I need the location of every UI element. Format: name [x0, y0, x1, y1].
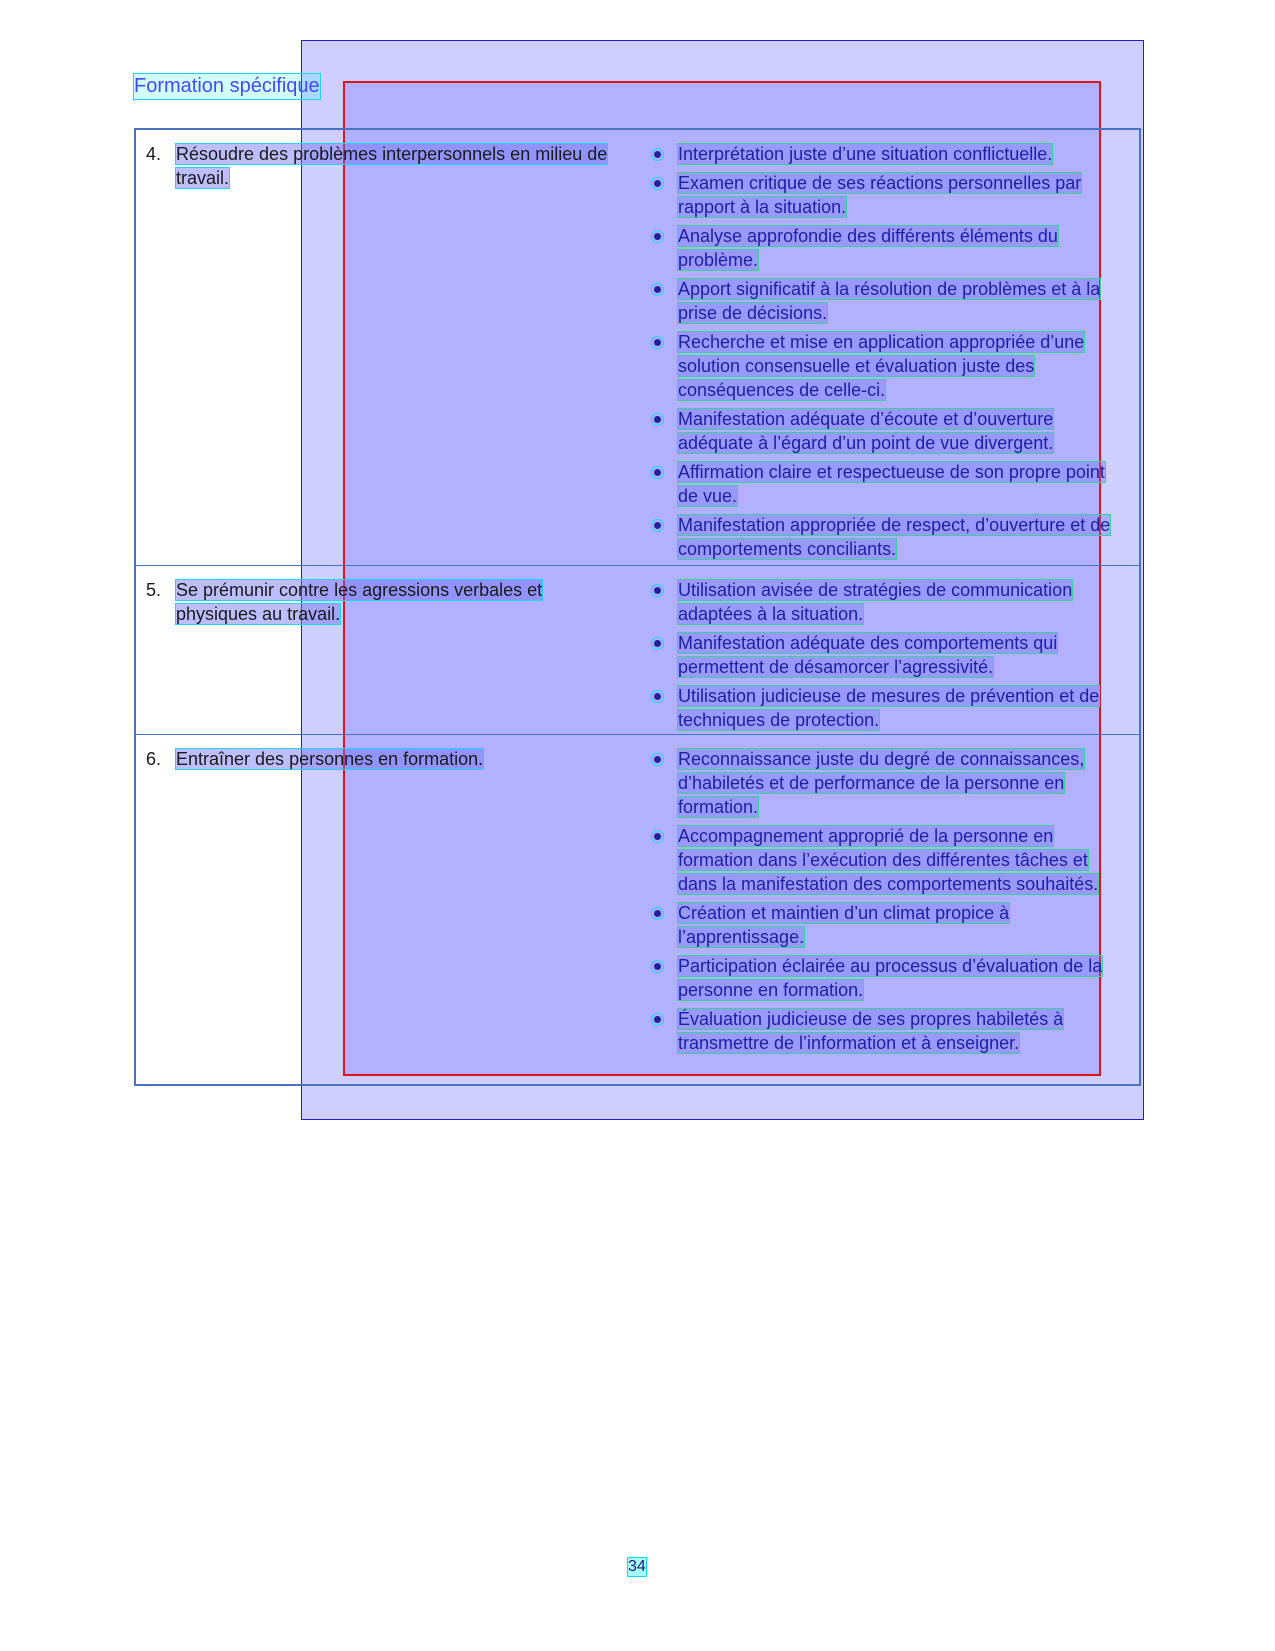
task-number: 5.: [146, 580, 162, 600]
list-item: [648, 460, 1128, 508]
bullet-icon: [654, 233, 661, 240]
bullet-icon: [654, 587, 661, 594]
criterion-text: Manifestation adéquate d’écoute et d’ouverture adéquate à l’égard d’un point de vue divergent.: [678, 409, 1054, 453]
task-text: [176, 747, 616, 771]
section-title: Formation spécifique: [134, 75, 320, 97]
list-item: [648, 684, 1128, 732]
list-item: [648, 330, 1128, 402]
bullet-icon: [654, 1016, 661, 1023]
task-text: [176, 142, 616, 190]
list-item: [648, 954, 1128, 1002]
list-item: [648, 747, 1128, 819]
task-label: Entraîner des personnes en formation.: [176, 749, 484, 769]
criterion-text: Manifestation appropriée de respect, d’ouverture et de comportements conciliants.: [678, 515, 1111, 559]
list-item: [648, 277, 1128, 325]
bullet-icon: [654, 910, 661, 917]
list-item: [648, 578, 1128, 626]
criterion-text: Création et maintien d’un climat propice à l’apprentissage.: [678, 903, 1010, 947]
criterion-text: Manifestation adéquate des comportements qui permettent de désamorcer l’agressivité.: [678, 633, 1058, 677]
table-row: [136, 130, 1139, 566]
criteria-list: [648, 747, 1128, 1060]
list-item: [648, 224, 1128, 272]
criterion-text: Utilisation judicieuse de mesures de prévention et de techniques de protection.: [678, 686, 1100, 730]
task-text: [176, 578, 616, 626]
list-item: [648, 407, 1128, 455]
bullet-icon: [654, 416, 661, 423]
bullet-icon: [654, 469, 661, 476]
list-item: [648, 901, 1128, 949]
bullet-icon: [654, 522, 661, 529]
criterion-text: Participation éclairée au processus d’évaluation de la personne en formation.: [678, 956, 1103, 1000]
table-row: [136, 735, 1139, 1084]
table-row: [136, 566, 1139, 735]
task-label: Résoudre des problèmes interpersonnels en milieu de travail.: [176, 144, 608, 188]
list-item: [648, 171, 1128, 219]
criterion-text: Affirmation claire et respectueuse de son propre point de vue.: [678, 462, 1105, 506]
bullet-icon: [654, 151, 661, 158]
criterion-text: Utilisation avisée de stratégies de communication adaptées à la situation.: [678, 580, 1073, 624]
bullet-icon: [654, 640, 661, 647]
criteria-list: [648, 142, 1128, 566]
list-item: [648, 824, 1128, 896]
bullet-icon: [654, 339, 661, 346]
criterion-text: Apport significatif à la résolution de problèmes et à la prise de décisions.: [678, 279, 1101, 323]
bullet-icon: [654, 693, 661, 700]
bullet-icon: [654, 286, 661, 293]
criterion-text: Recherche et mise en application appropriée d’une solution consensuelle et évaluation juste des conséquences de celle-ci.: [678, 332, 1085, 400]
bullet-icon: [654, 963, 661, 970]
list-item: [648, 631, 1128, 679]
criterion-text: Examen critique de ses réactions personnelles par rapport à la situation.: [678, 173, 1082, 217]
task-number: 4.: [146, 144, 162, 164]
competency-table: [134, 128, 1141, 1086]
task-number: 6.: [146, 749, 162, 769]
bullet-icon: [654, 180, 661, 187]
criteria-list: [648, 578, 1128, 737]
list-item: [648, 513, 1128, 561]
page-number: 34: [628, 1558, 646, 1575]
list-item: [648, 1007, 1128, 1055]
list-item: [648, 142, 1128, 166]
criterion-text: Évaluation judicieuse de ses propres habiletés à transmettre de l’information et à enseigner.: [678, 1009, 1064, 1053]
criterion-text: Analyse approfondie des différents éléments du problème.: [678, 226, 1058, 270]
criterion-text: Interprétation juste d’une situation conflictuelle.: [678, 144, 1053, 164]
bullet-icon: [654, 833, 661, 840]
task-label: Se prémunir contre les agressions verbales et physiques au travail.: [176, 580, 543, 624]
bullet-icon: [654, 756, 661, 763]
criterion-text: Accompagnement approprié de la personne en formation dans l’exécution des différentes tâches et dans la manifestation des comportements souhaités.: [678, 826, 1099, 894]
criterion-text: Reconnaissance juste du degré de connaissances, d’habiletés et de performance de la personne en formation.: [678, 749, 1085, 817]
